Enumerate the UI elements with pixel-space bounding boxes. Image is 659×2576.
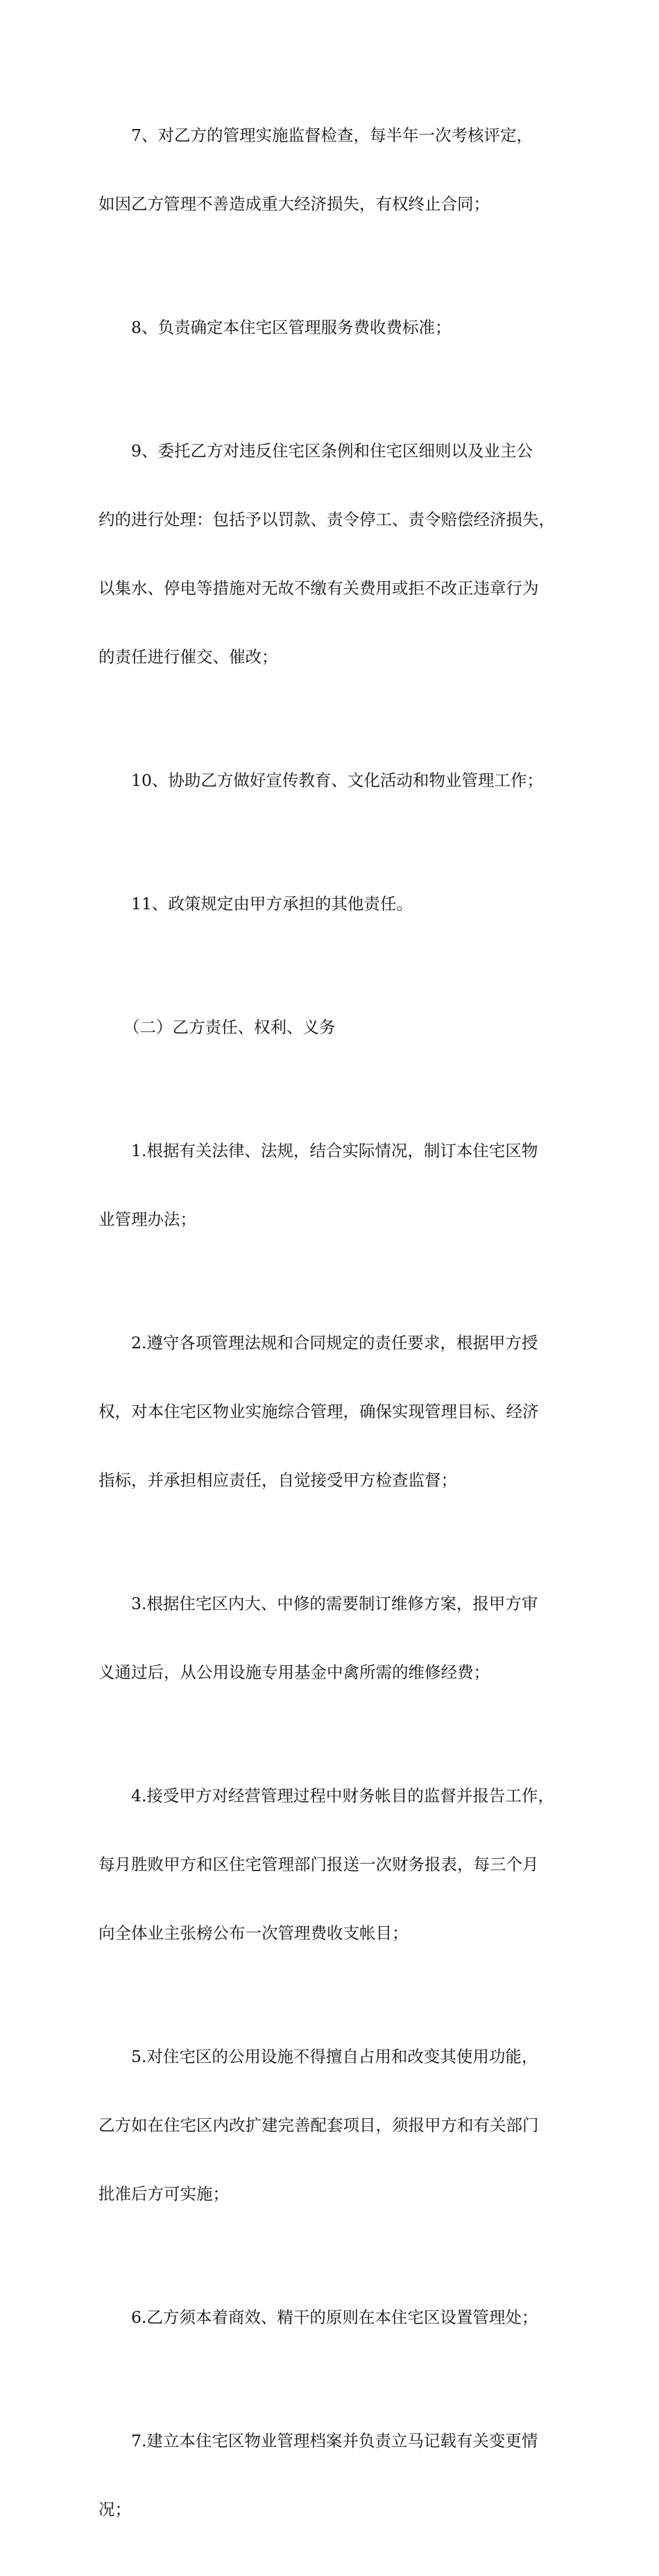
paragraph-b-item-3	[99, 1547, 570, 1730]
paragraph-b-item-5	[99, 2000, 570, 2251]
text-line: 5.对住宅区的公用设施不得擅自占用和改变其使用功能，	[131, 2047, 538, 2066]
text-line: 批准后方可实施；	[99, 2184, 229, 2204]
paragraph-b-item-6	[99, 2260, 570, 2375]
text-line: 6.乙方须本着商效、精干的原则在本住宅区设置管理处；	[131, 2308, 538, 2327]
paragraph-clause-11	[99, 847, 570, 961]
text-line: 如因乙方管理不善造成重大经济损失，有权终止合同；	[99, 194, 490, 214]
section-heading-text: （二）乙方责任、权利、义务	[123, 1017, 336, 1037]
text-line: 乙方如在住宅区内改扩建完善配套项目，须报甲方和有关部门	[99, 2115, 539, 2135]
text-line: 以集水、停电等措施对无故不缴有关费用或拒不改正违章行为	[99, 578, 539, 598]
paragraph-clause-7	[99, 78, 570, 261]
text-line: 7、对乙方的管理实施监督检查，每半年一次考核评定，	[131, 126, 533, 145]
text-line: 3.根据住宅区内大、中修的需要制订维修方案，报甲方审	[131, 1594, 538, 1613]
section-heading-party-b	[99, 970, 570, 1085]
text-line: 况；	[99, 2500, 131, 2519]
paragraph-clause-10	[99, 723, 570, 838]
text-line: 权，对本住宅区物业实施综合管理，确保实现管理目标、经济	[99, 1402, 539, 1421]
paragraph-b-item-4	[99, 1739, 570, 1991]
text-line: 10、协助乙方做好宣传教育、文化活动和物业管理工作；	[131, 771, 543, 790]
text-line: 义通过后，从公用设施专用基金中禽所需的维修经费；	[99, 1663, 490, 1682]
text-line: 4.接受甲方对经营管理过程中财务帐目的监督并报告工作，	[131, 1786, 554, 1805]
text-line: 约的进行处理：包括予以罚款、责令停工、责令赔偿经济损失，	[99, 510, 555, 529]
text-line: 向全体业主张榜公布一次管理费收支帐目；	[99, 1923, 409, 1943]
text-line: 每月胜败甲方和区住宅管理部门报送一次财务报表，每三个月	[99, 1855, 539, 1874]
text-line: 8、负责确定本住宅区管理服务费收费标准；	[131, 318, 452, 337]
text-line: 业管理办法；	[99, 1210, 196, 1229]
paragraph-clause-8	[99, 271, 570, 385]
text-line: 11、政策规定由甲方承担的其他责任。	[131, 894, 413, 913]
paragraph-b-item-1	[99, 1094, 570, 1277]
paragraph-clause-9	[99, 394, 570, 714]
text-line: 2.遵守各项管理法规和合同规定的责任要求，根据甲方授	[131, 1333, 538, 1353]
paragraph-b-item-2	[99, 1286, 570, 1538]
text-line: 的责任进行催交、催改；	[99, 647, 278, 667]
text-line: 1.根据有关法律、法规，结合实际情况，制订本住宅区物	[131, 1141, 538, 1160]
text-line: 9、委托乙方对违反住宅区条例和住宅区细则以及业主公	[131, 441, 533, 461]
document-page	[99, 78, 570, 2576]
text-line: 7.建立本住宅区物业管理档案并负责立马记载有关变更情	[131, 2431, 538, 2450]
paragraph-b-item-7	[99, 2384, 570, 2567]
text-line: 指标，并承担相应责任，自觉接受甲方检查监督；	[99, 1470, 457, 1490]
